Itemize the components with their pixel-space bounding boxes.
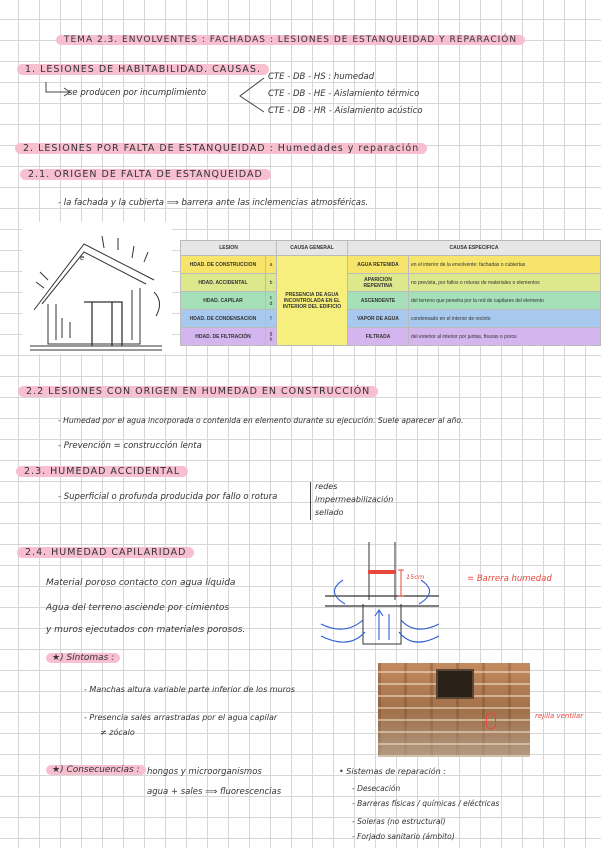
- repair-heading: • Sistemas de reparación :: [339, 767, 446, 776]
- table-row: [181, 292, 601, 310]
- desc-cell: condensado en el interior de recinto: [409, 310, 601, 328]
- desc-cell: del exterior al interior por juntas, fisuras o poros: [409, 328, 601, 346]
- salt-stain: [378, 711, 530, 757]
- symptom-1: - Manchas altura variable parte inferior de los muros: [84, 685, 295, 694]
- cte-item-hs: CTE - DB - HS : humedad: [268, 72, 375, 82]
- code-cell: g h: [266, 328, 277, 346]
- dimension-label: 15cm: [406, 573, 425, 581]
- agent-cell: VAPOR DE AGUA: [348, 310, 409, 328]
- barrier-label: = Barrera humedad: [467, 574, 552, 584]
- symptoms-label: [46, 653, 120, 663]
- consequences-label: [46, 765, 146, 775]
- lesion-cell: HDAD. CAPILAR: [181, 292, 266, 310]
- section-2-2-line1: - Humedad por el agua incorporada o contenida en elemento durante su ejecución. Suele aparecer al año.: [58, 416, 464, 425]
- vent-label: rejilla ventilar: [535, 712, 584, 720]
- wall-window: [436, 669, 474, 699]
- section-2-1-heading: 2.1. ORIGEN DE FALTA DE ESTANQUEIDAD: [20, 169, 271, 180]
- section-2-4-heading: 2.4. HUMEDAD CAPILARIDAD: [17, 547, 194, 558]
- capillarity-diagram: [315, 540, 445, 648]
- capillarity-line3: y muros ejecutados con materiales porosos.: [46, 625, 246, 635]
- capillarity-line2: Agua del terreno asciende por cimientos: [46, 603, 230, 613]
- brick-wall-photo: [378, 663, 530, 757]
- desc-cell: en el interior de la envolvente: fachadas o cubiertas: [409, 256, 601, 274]
- capillarity-line1: Material poroso contacto con agua líquida: [46, 578, 236, 588]
- accidental-item-sellado: sellado: [315, 508, 344, 517]
- vent-marker: [486, 713, 496, 729]
- section-2-2-line2: - Prevención = construcción lenta: [58, 441, 202, 451]
- agent-cell: ASCENDENTE: [348, 292, 409, 310]
- consequence-2: agua + sales ⟹ fluorescencias: [147, 787, 282, 797]
- consequences-label-text: ★) Consecuencias :: [46, 765, 146, 775]
- brace-icon: [236, 72, 266, 116]
- code-cell: c d: [266, 292, 277, 310]
- symptoms-label-text: ★) Síntomas :: [46, 653, 120, 663]
- table-row: [181, 256, 601, 274]
- cause-table: [180, 240, 601, 346]
- section-1-cause: se producen por incumplimiento: [68, 88, 207, 98]
- repair-1: - Desecación: [352, 784, 401, 793]
- cte-item-he: CTE - DB - HE - Aislamiento térmico: [268, 89, 420, 99]
- symptom-note: ≠ zócalo: [100, 728, 135, 737]
- general-cause-cell: PRESENCIA DE AGUA INCONTROLADA EN EL INTERIOR DEL EDIFICIO: [277, 256, 348, 346]
- lesion-cell: HDAD. ACCIDENTAL: [181, 274, 266, 292]
- code-cell: f: [266, 310, 277, 328]
- section-2-1-text: - la fachada y la cubierta ⟹ barrera ante las inclemencias atmosféricas.: [58, 198, 369, 208]
- table-row: [181, 274, 601, 292]
- repair-3: - Soleras (no estructural): [352, 817, 446, 826]
- code-cell: a: [266, 256, 277, 274]
- symptom-2: - Presencia sales arrastradas por el agua capilar: [84, 713, 278, 722]
- agent-cell: APARICION REPENTINA: [348, 274, 409, 292]
- col-header-general: CAUSA GENERAL: [277, 241, 348, 256]
- lesion-cell: HDAD. DE FILTRACIÓN: [181, 328, 266, 346]
- consequence-1: hongos y microorganismos: [147, 767, 262, 777]
- accidental-item-impermeabilizacion: impermeabilización: [315, 495, 394, 504]
- cte-item-hr: CTE - DB - HR - Aislamiento acústico: [268, 106, 423, 116]
- divider: [310, 482, 311, 520]
- lesion-cell: HDAD. DE CONSTRUCCION: [181, 256, 266, 274]
- desc-cell: no prevista, por fallos o roturas de materiales o elementos: [409, 274, 601, 292]
- section-2-heading: 2. LESIONES POR FALTA DE ESTANQUEIDAD : Humedades y reparación: [15, 143, 427, 154]
- repair-4: - Forjado sanitario (ámbito): [352, 832, 455, 841]
- section-2-3-heading: 2.3. HUMEDAD ACCIDENTAL: [16, 466, 188, 477]
- accidental-item-redes: redes: [315, 482, 338, 491]
- repair-2: - Barreras físicas / químicas / eléctricas: [352, 799, 500, 808]
- section-1-heading: 1. LESIONES DE HABITABILIDAD. CAUSAS.: [17, 64, 269, 75]
- diagram-label: e: [80, 254, 85, 262]
- agent-cell: FILTRADA: [348, 328, 409, 346]
- code-cell: b: [266, 274, 277, 292]
- section-2-3-text: - Superficial o profunda producida por fallo o rotura: [58, 492, 278, 502]
- table-row: [181, 328, 601, 346]
- cause-table-container: [180, 240, 601, 346]
- section-2-2-heading: 2.2 LESIONES CON ORIGEN EN HUMEDAD EN CONSTRUCCIÓN: [18, 386, 378, 397]
- agent-cell: AGUA RETENIDA: [348, 256, 409, 274]
- house-diagram: [22, 222, 172, 354]
- page-title: TEMA 2.3. ENVOLVENTES : FACHADAS : LESIONES DE ESTANQUEIDAD Y REPARACIÓN: [56, 35, 525, 45]
- col-header-lesion: LESION: [181, 241, 277, 256]
- desc-cell: del terreno que penetra por la red de capilares del elemento: [409, 292, 601, 310]
- lesion-cell: HDAD. DE CONDENSACION: [181, 310, 266, 328]
- table-row: [181, 310, 601, 328]
- col-header-specific: CAUSA ESPECIFICA: [348, 241, 601, 256]
